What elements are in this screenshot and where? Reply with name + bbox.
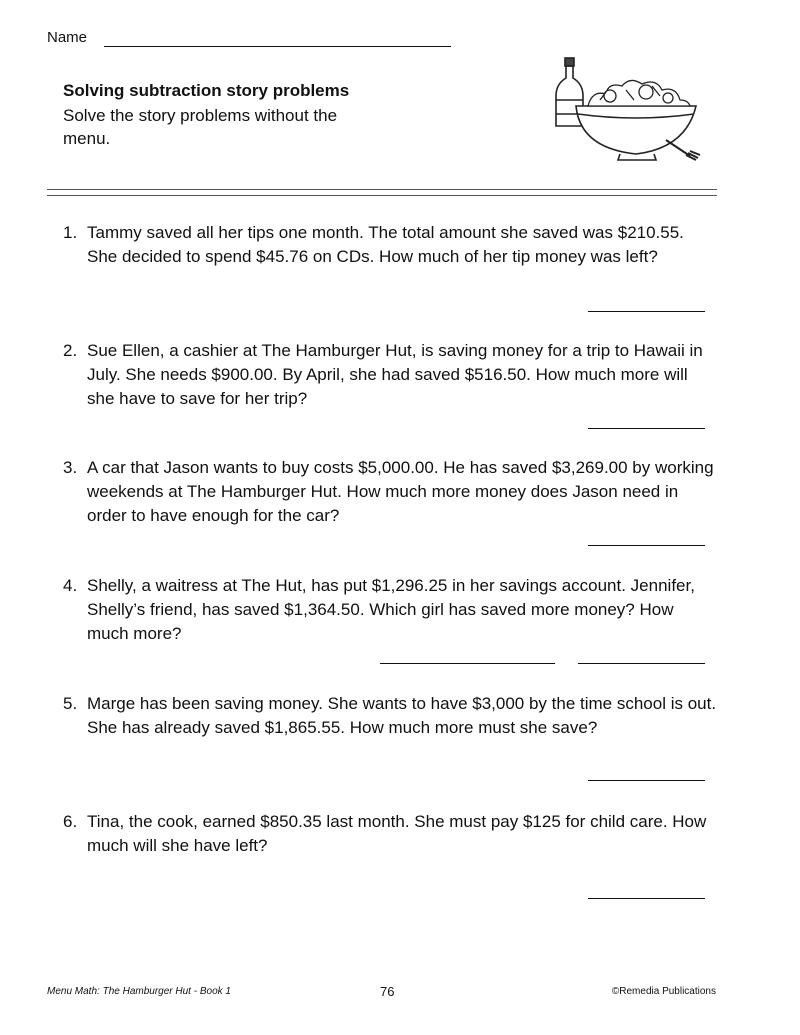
problem-number: 2. xyxy=(63,341,78,360)
problem-text: Tina, the cook, earned $850.35 last month. She must pay $125 for child care. How much will she have left? xyxy=(87,812,707,855)
problem-3 xyxy=(63,456,718,528)
answer-line-3[interactable] xyxy=(588,545,705,546)
problem-number: 4. xyxy=(63,576,78,595)
problem-number: 5. xyxy=(63,694,78,713)
problem-number: 6. xyxy=(63,812,78,831)
salad-bowl-icon xyxy=(548,56,704,164)
page-number: 76 xyxy=(380,984,395,999)
problem-text: Shelly, a waitress at The Hut, has put $1,296.25 in her savings account. Jennifer, Shelly’s friend, has saved $1,364.50. Which girl has saved more money? How much more? xyxy=(87,576,695,643)
name-label: Name xyxy=(47,29,88,46)
problem-text: Tammy saved all her tips one month. The total amount she saved was $210.55. She decided to spend $45.76 on CDs. How much of her tip money was left? xyxy=(87,223,684,266)
header-divider-top xyxy=(47,189,717,190)
problem-number: 1. xyxy=(63,223,78,242)
footer-copyright: ©Remedia Publications xyxy=(611,986,716,997)
answer-line-2[interactable] xyxy=(588,428,705,429)
answer-line-4b[interactable] xyxy=(578,663,705,664)
footer-book-title: Menu Math: The Hamburger Hut - Book 1 xyxy=(47,986,231,997)
worksheet-title: Solving subtraction story problems xyxy=(63,81,350,100)
answer-line-6[interactable] xyxy=(588,898,705,899)
header-divider-bottom xyxy=(47,195,717,196)
problem-text: Sue Ellen, a cashier at The Hamburger Hut, is saving money for a trip to Hawaii in July. She needs $900.00. By April, she had saved $516.50. How much more will she have to save for her trip? xyxy=(87,341,703,408)
problem-6 xyxy=(63,810,718,858)
problem-number: 3. xyxy=(63,458,78,477)
answer-line-1[interactable] xyxy=(588,311,705,312)
name-answer-line[interactable] xyxy=(104,46,451,47)
answer-line-4a[interactable] xyxy=(380,663,555,664)
problem-4 xyxy=(63,574,718,646)
problem-text: Marge has been saving money. She wants to have $3,000 by the time school is out. She has already saved $1,865.55. How much more must she save? xyxy=(87,694,717,737)
worksheet-instructions: Solve the story problems without the menu. xyxy=(63,106,338,148)
problem-text: A car that Jason wants to buy costs $5,000.00. He has saved $3,269.00 by working weekends at The Hamburger Hut. How much more money does Jason need in order to have enough for the car? xyxy=(87,458,714,525)
problem-1 xyxy=(63,221,718,269)
problem-2 xyxy=(63,339,718,411)
answer-line-5[interactable] xyxy=(588,780,705,781)
problem-5 xyxy=(63,692,718,740)
